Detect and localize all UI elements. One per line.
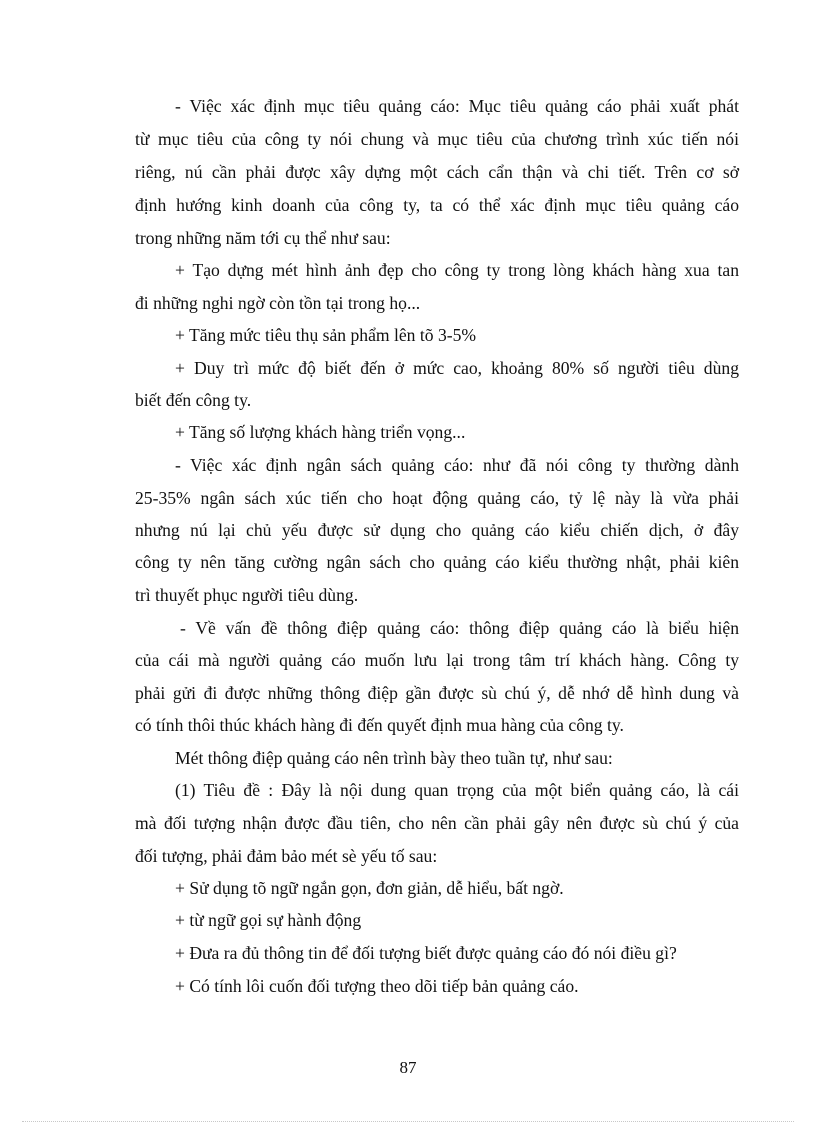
text-line: của cái mà người quảng cáo muốn lưu lại trong tâm trí khách hàng. Công ty	[135, 650, 739, 670]
footer-divider	[22, 1121, 794, 1122]
text-line: + Duy trì mức độ biết đến ở mức cao, khoảng 80% số người tiêu dùng	[175, 358, 739, 378]
text-line: nhưng nú lại chủ yếu được sử dụng cho quảng cáo kiểu chiến dịch, ở đây	[135, 520, 739, 540]
text-line: - Về vấn đề thông điệp quảng cáo: thông điệp quảng cáo là biểu hiện	[180, 618, 739, 638]
text-line: + Tạo dựng mét hình ảnh đẹp cho công ty trong lòng khách hàng xua tan	[175, 260, 739, 280]
text-line: phải gửi đi được những thông điệp gần được sù chú ý, dễ nhớ dễ hình dung và	[135, 683, 739, 703]
text-line: - Việc xác định mục tiêu quảng cáo: Mục tiêu quảng cáo phải xuất phát	[175, 96, 739, 116]
page-number: 87	[399, 1058, 417, 1077]
text-line: + Tăng mức tiêu thụ sản phẩm lên tõ 3-5%	[175, 325, 477, 345]
text-line: + từ ngữ gọi sự hành động	[175, 910, 362, 930]
text-line: định hướng kinh doanh của công ty, ta có thể xác định mục tiêu quảng cáo	[135, 195, 739, 215]
text-line: đi những nghi ngờ còn tồn tại trong họ...	[135, 293, 421, 313]
text-line: biết đến công ty.	[135, 390, 252, 410]
text-line: có tính thôi thúc khách hàng đi đến quyết định mua hàng của công ty.	[135, 715, 624, 735]
text-line: mà đối tượng nhận được đầu tiên, cho nên cần phải gây nên được sù chú ý của	[135, 813, 739, 833]
text-line: + Đưa ra đủ thông tin để đối tượng biết được quảng cáo đó nói điều gì?	[175, 943, 677, 963]
text-line: + Có tính lôi cuốn đối tượng theo dõi tiếp bản quảng cáo.	[175, 976, 579, 996]
text-line: công ty nên tăng cường ngân sách cho quảng cáo kiểu thường nhật, phải kiên	[135, 552, 739, 572]
text-line: 25-35% ngân sách xúc tiến cho hoạt động quảng cáo, tỷ lệ này là vừa phải	[135, 488, 739, 508]
text-line: + Sử dụng tõ ngữ ngắn gọn, đơn giản, dễ hiểu, bất ngờ.	[175, 878, 564, 898]
text-line: (1) Tiêu đề : Đây là nội dung quan trọng của một biển quảng cáo, là cái	[175, 780, 739, 800]
text-line: + Tăng số lượng khách hàng triển vọng...	[175, 422, 466, 442]
text-line: từ mục tiêu của công ty nói chung và mục tiêu của chương trình xúc tiến nói	[135, 129, 739, 149]
text-line: trì thuyết phục người tiêu dùng.	[135, 585, 359, 605]
text-line: riêng, nú cần phải được xây dựng một cách cẩn thận và chi tiết. Trên cơ sở	[135, 162, 739, 182]
text-line: Mét thông điệp quảng cáo nên trình bày theo tuần tự, như sau:	[175, 748, 613, 768]
text-line: trong những năm tới cụ thể như sau:	[135, 228, 391, 248]
text-line: - Việc xác định ngân sách quảng cáo: như đã nói công ty thường dành	[175, 455, 739, 475]
text-line: đối tượng, phải đảm bảo mét sè yếu tố sau:	[135, 846, 438, 866]
